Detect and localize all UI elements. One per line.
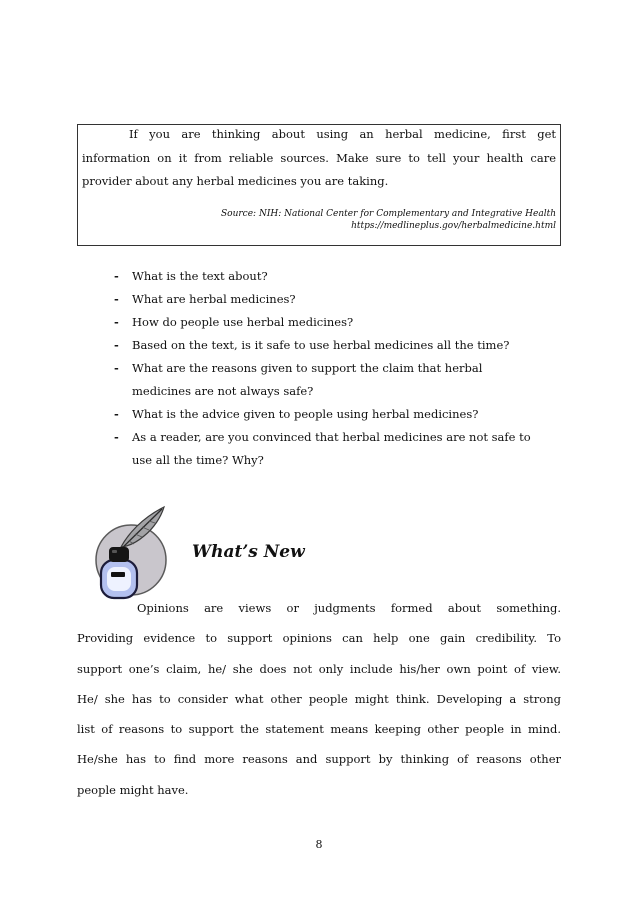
bullet-marker: - (114, 291, 119, 306)
bullet-marker: - (114, 406, 119, 421)
question-list (0, 265, 638, 472)
question-text-line: Based on the text, is it safe to use herbal medicines all the time? (132, 337, 510, 352)
question-text-line: What is the advice given to people using herbal medicines? (132, 406, 479, 421)
question-text-line: What are the reasons given to support the claim that herbal (132, 360, 483, 375)
question-text-line: medicines are not always safe? (132, 383, 314, 398)
question-item (0, 403, 638, 426)
section-heading: What’s New (192, 542, 305, 562)
question-text-line: What is the text about? (132, 268, 268, 283)
question-text-line: use all the time? Why? (132, 452, 264, 467)
info-box-paragraph (82, 125, 556, 196)
source-citation (221, 208, 556, 232)
source-url: https://medlineplus.gov/herbalmedicine.html (351, 221, 556, 231)
quill-and-ink-bottle-icon (90, 500, 170, 605)
body-text-line: Providing evidence to support opinions can help one gain credibility. To (77, 631, 561, 646)
bullet-marker: - (114, 268, 119, 283)
question-text-line: How do people use herbal medicines? (132, 314, 354, 329)
question-text-line: As a reader, are you convinced that herbal medicines are not safe to (132, 429, 531, 444)
bullet-marker: - (114, 337, 119, 352)
question-item (0, 357, 638, 403)
source-line: Source: NIH: National Center for Complementary and Integrative Health (221, 209, 556, 219)
body-text-line: list of reasons to support the statement means keeping other people in mind. (77, 722, 561, 737)
bullet-marker: - (114, 429, 119, 444)
body-text-line: He/ she has to consider what other people might think. Developing a strong (77, 691, 561, 706)
page-number: 8 (315, 838, 323, 851)
body-text-line: people might have. (77, 782, 189, 797)
info-box-text-line: provider about any herbal medicines you are taking. (82, 174, 389, 188)
body-paragraph (77, 593, 561, 805)
body-text-line: support one’s claim, he/ she does not only include his/her own point of view. (77, 661, 561, 676)
bullet-marker: - (114, 314, 119, 329)
question-text-line: What are herbal medicines? (132, 291, 296, 306)
question-item (0, 311, 638, 334)
info-box (77, 124, 561, 246)
body-text-line: Opinions are views or judgments formed about something. (137, 601, 561, 615)
info-box-text-line: information on it from reliable sources. Make sure to tell your health care (82, 150, 556, 165)
bullet-marker: - (114, 360, 119, 375)
info-box-text-line: If you are thinking about using an herbal medicine, first get (129, 127, 556, 141)
question-item (0, 426, 638, 472)
question-item (0, 334, 638, 357)
body-text-line: He/she has to find more reasons and support by thinking of reasons other (77, 752, 561, 767)
question-item (0, 265, 638, 288)
question-item (0, 288, 638, 311)
